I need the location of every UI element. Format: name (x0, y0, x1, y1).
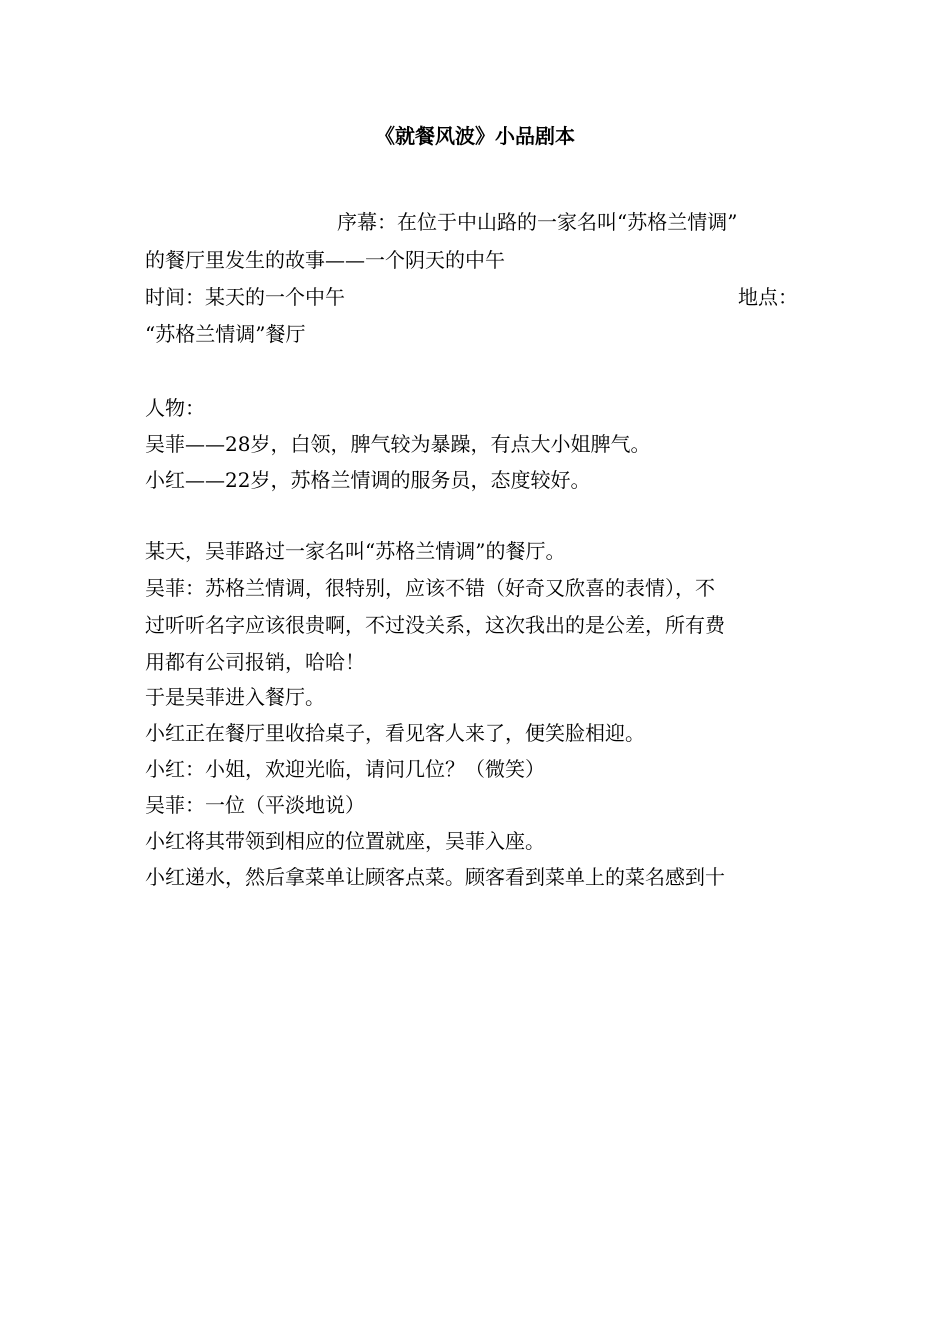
prologue-line-2: 的餐厅里发生的故事——一个阴天的中午 (145, 248, 505, 272)
script-line: 用都有公司报销，哈哈！ (145, 650, 365, 674)
document-title: 《就餐风波》小品剧本 (375, 124, 575, 148)
characters-heading: 人物： (145, 396, 205, 420)
setting-place-value: “苏格兰情调”餐厅 (145, 322, 306, 346)
script-line: 过听听名字应该很贵啊，不过没关系，这次我出的是公差，所有费 (145, 613, 725, 637)
setting-time: 时间：某天的一个中午 (145, 285, 345, 309)
script-line: 小红递水，然后拿菜单让顾客点菜。顾客看到菜单上的菜名感到十 (145, 865, 725, 889)
script-line: 吴菲：苏格兰情调，很特别，应该不错（好奇又欣喜的表情），不 (145, 576, 715, 600)
script-line: 某天，吴菲路过一家名叫“苏格兰情调”的餐厅。 (145, 539, 566, 563)
script-line: 吴菲：一位（平淡地说） (145, 793, 365, 817)
character-wu-fei: 吴菲——28岁，白领，脾气较为暴躁，有点大小姐脾气。 (145, 432, 651, 456)
character-xiao-hong: 小红——22岁，苏格兰情调的服务员，态度较好。 (145, 468, 591, 492)
script-line: 小红将其带领到相应的位置就座，吴菲入座。 (145, 829, 545, 853)
prologue-line-1: 序幕：在位于中山路的一家名叫“苏格兰情调” (337, 210, 738, 234)
script-line: 小红：小姐，欢迎光临，请问几位？（微笑） (145, 757, 545, 781)
script-line: 小红正在餐厅里收拾桌子，看见客人来了，便笑脸相迎。 (145, 721, 645, 745)
setting-place-label: 地点： (738, 285, 798, 309)
script-line: 于是吴菲进入餐厅。 (145, 685, 325, 709)
